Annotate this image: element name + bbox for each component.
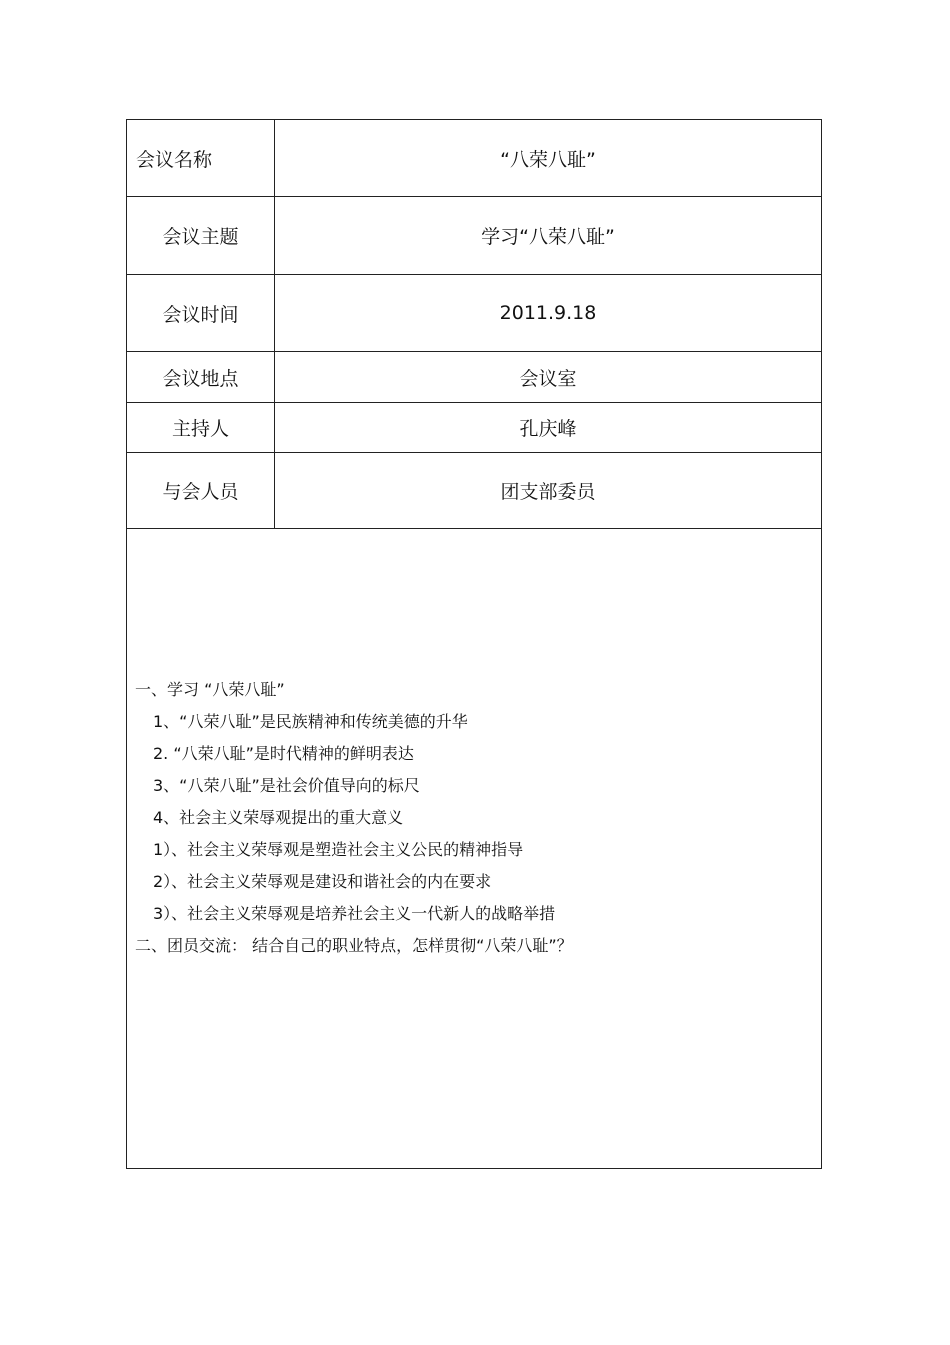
row-meeting-name [127, 120, 821, 197]
value-meeting-name: “八荣八耻” [500, 148, 596, 171]
row-meeting-location [127, 352, 821, 403]
content-item-1: 1、“八荣八耻”是民族精神和传统美德的升华 [153, 712, 468, 731]
content-item-4: 4、社会主义荣辱观提出的重大意义 [153, 808, 404, 827]
label-attendees: 与会人员 [127, 453, 275, 528]
row-meeting-topic [127, 197, 821, 275]
meeting-record-table [126, 119, 822, 1169]
label-host: 主持人 [127, 403, 275, 452]
value-meeting-time: 2011.9.18 [499, 302, 597, 324]
content-subitem-3: 3）、社会主义荣辱观是培养社会主义一代新人的战略举措 [153, 904, 556, 923]
value-meeting-location: 会议室 [519, 367, 577, 390]
value-meeting-topic: 学习“八荣八耻” [481, 226, 615, 248]
label-meeting-location: 会议地点 [127, 352, 275, 402]
value-attendees: 团支部委员 [500, 481, 596, 503]
content-subitem-2: 2）、社会主义荣辱观是建设和谐社会的内在要求 [153, 872, 492, 891]
value-host: 孔庆峰 [519, 418, 577, 440]
label-meeting-name: 会议名称 [127, 120, 275, 196]
row-attendees [127, 453, 821, 529]
row-host [127, 403, 821, 453]
content-heading-2: 二、团员交流： 结合自己的职业特点，怎样贯彻“八荣八耻”？ [135, 936, 573, 955]
content-item-2: 2. “八荣八耻”是时代精神的鲜明表达 [153, 744, 414, 763]
meeting-content [135, 674, 813, 962]
label-meeting-topic: 会议主题 [127, 197, 275, 274]
row-meeting-time [127, 275, 821, 352]
content-heading-1: 一、学习 “八荣八耻” [135, 680, 285, 699]
label-meeting-time: 会议时间 [127, 275, 275, 351]
meeting-content-area [127, 528, 821, 1168]
content-subitem-1: 1）、社会主义荣辱观是塑造社会主义公民的精神指导 [153, 840, 524, 859]
content-item-3: 3、“八荣八耻”是社会价值导向的标尺 [153, 776, 420, 795]
